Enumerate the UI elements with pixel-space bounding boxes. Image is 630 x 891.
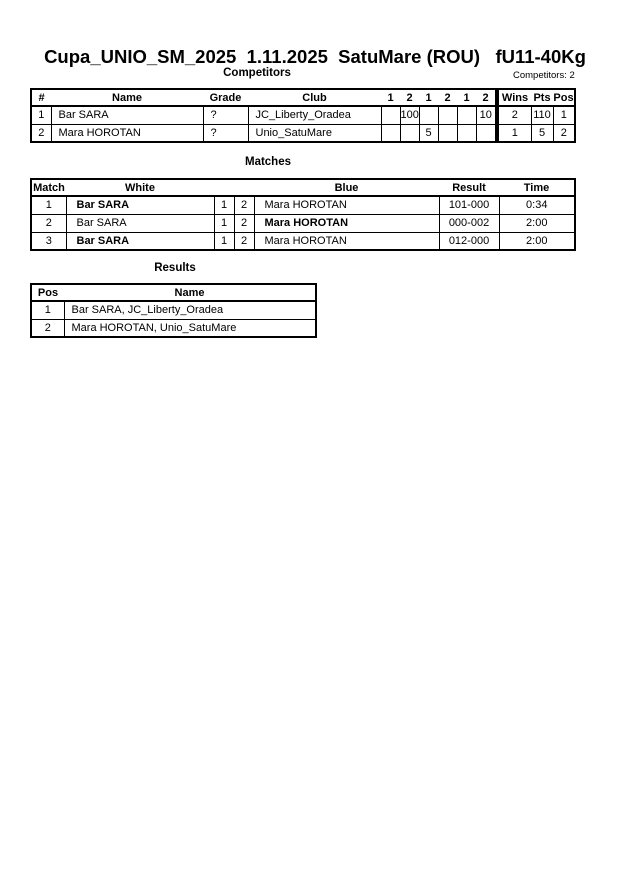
results-section-title: Results xyxy=(154,262,196,274)
white-number-cell: 1 xyxy=(214,232,234,250)
score-cell xyxy=(438,124,457,142)
score-cell: 5 xyxy=(419,124,438,142)
competitors-count-label: Competitors: 2 xyxy=(513,70,575,81)
header-pts: Pts xyxy=(531,89,553,106)
result-cell: 101-000 xyxy=(439,196,499,214)
match-number-cell: 2 xyxy=(31,214,66,232)
header-wins: Wins xyxy=(498,89,531,106)
header-blue-num xyxy=(234,179,254,196)
time-cell: 0:34 xyxy=(499,196,575,214)
result-row xyxy=(31,319,316,337)
header-result: Result xyxy=(439,179,499,196)
pos-cell: 1 xyxy=(553,106,575,124)
result-name-cell: Bar SARA, JC_Liberty_Oradea xyxy=(64,301,316,319)
competitor-row xyxy=(31,106,496,124)
blue-player-cell: Mara HOROTAN xyxy=(254,196,439,214)
matches-section-title: Matches xyxy=(244,156,292,168)
match-row xyxy=(31,232,575,250)
competitor-name-cell: Bar SARA xyxy=(51,106,203,124)
time-cell: 2:00 xyxy=(499,232,575,250)
header-pos: Pos xyxy=(553,89,575,106)
blue-number-cell: 2 xyxy=(234,232,254,250)
score-cell: 10 xyxy=(476,106,496,124)
score-cell xyxy=(438,106,457,124)
header-grade: Grade xyxy=(203,89,248,106)
header-result-pos: Pos xyxy=(31,284,64,301)
summary-header-row xyxy=(498,89,575,106)
score-cell xyxy=(381,124,400,142)
result-cell: 012-000 xyxy=(439,232,499,250)
competitor-grade-cell: ? xyxy=(203,106,248,124)
pos-cell: 2 xyxy=(553,124,575,142)
result-pos-cell: 2 xyxy=(31,319,64,337)
competitors-section-title: Competitors xyxy=(223,67,291,79)
competitors-summary-table xyxy=(497,88,576,143)
blue-number-cell: 2 xyxy=(234,196,254,214)
score-cell xyxy=(400,124,419,142)
result-cell: 000-002 xyxy=(439,214,499,232)
header-time: Time xyxy=(499,179,575,196)
white-player-cell: Bar SARA xyxy=(66,232,214,250)
result-pos-cell: 1 xyxy=(31,301,64,319)
matches-header-row xyxy=(31,179,575,196)
score-cell: 100 xyxy=(400,106,419,124)
header-result-name: Name xyxy=(64,284,316,301)
score-cell xyxy=(419,106,438,124)
competitor-row xyxy=(31,124,496,142)
competitors-header-row xyxy=(31,89,496,106)
summary-row xyxy=(498,106,575,124)
pts-cell: 5 xyxy=(531,124,553,142)
header-name: Name xyxy=(51,89,203,106)
summary-row xyxy=(498,124,575,142)
score-cell xyxy=(476,124,496,142)
score-cell xyxy=(381,106,400,124)
competitors-table xyxy=(30,88,497,143)
competitor-club-cell: Unio_SatuMare xyxy=(248,124,381,142)
match-row xyxy=(31,196,575,214)
header-number: # xyxy=(31,89,51,106)
white-number-cell: 1 xyxy=(214,214,234,232)
blue-player-cell: Mara HOROTAN xyxy=(254,232,439,250)
competitor-club-cell: JC_Liberty_Oradea xyxy=(248,106,381,124)
wins-cell: 1 xyxy=(498,124,531,142)
pts-cell: 110 xyxy=(531,106,553,124)
white-player-cell: Bar SARA xyxy=(66,196,214,214)
header-score-1: 1 xyxy=(381,89,400,106)
header-blue: Blue xyxy=(254,179,439,196)
wins-cell: 2 xyxy=(498,106,531,124)
competitor-grade-cell: ? xyxy=(203,124,248,142)
score-cell xyxy=(457,106,476,124)
competitor-name-cell: Mara HOROTAN xyxy=(51,124,203,142)
header-score-3: 1 xyxy=(419,89,438,106)
header-club: Club xyxy=(248,89,381,106)
header-white-num xyxy=(214,179,234,196)
white-player-cell: Bar SARA xyxy=(66,214,214,232)
blue-number-cell: 2 xyxy=(234,214,254,232)
results-header-row xyxy=(31,284,316,301)
matches-table xyxy=(30,178,576,251)
blue-player-cell: Mara HOROTAN xyxy=(254,214,439,232)
results-table xyxy=(30,283,317,338)
match-row xyxy=(31,214,575,232)
header-score-2: 2 xyxy=(400,89,419,106)
header-white: White xyxy=(66,179,214,196)
score-cell xyxy=(457,124,476,142)
competitor-number-cell: 2 xyxy=(31,124,51,142)
header-score-5: 1 xyxy=(457,89,476,106)
page-title: Cupa_UNIO_SM_2025 1.11.2025 SatuMare (ROU) fU11-40Kg xyxy=(44,46,586,67)
result-name-cell: Mara HOROTAN, Unio_SatuMare xyxy=(64,319,316,337)
match-number-cell: 1 xyxy=(31,196,66,214)
white-number-cell: 1 xyxy=(214,196,234,214)
header-score-6: 2 xyxy=(476,89,496,106)
competitor-number-cell: 1 xyxy=(31,106,51,124)
result-row xyxy=(31,301,316,319)
time-cell: 2:00 xyxy=(499,214,575,232)
header-match: Match xyxy=(31,179,66,196)
match-number-cell: 3 xyxy=(31,232,66,250)
header-score-4: 2 xyxy=(438,89,457,106)
